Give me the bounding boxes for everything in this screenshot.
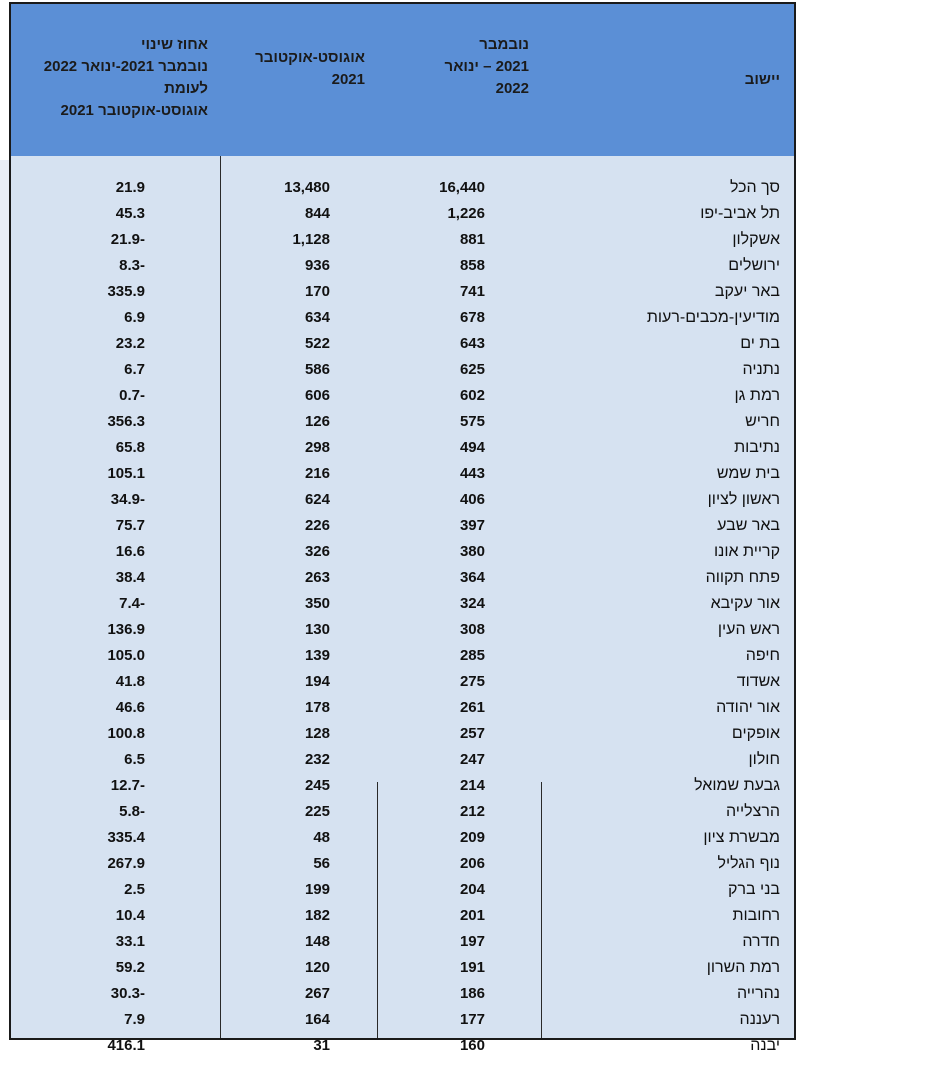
table-body [11,175,794,1059]
settlement-cell: אשדוד [736,673,780,690]
nov-jan-cell: 678 [459,309,485,326]
settlement-cell: רחובות [732,907,780,924]
header-aug-oct-line2: 2021 [331,71,365,88]
pct-change-cell: 16.6 [115,543,145,560]
aug-oct-cell: 182 [304,907,330,924]
table-row [11,253,794,279]
nov-jan-cell: 197 [459,933,485,950]
header-aug-oct [220,4,377,156]
table-row [11,331,794,357]
pct-change-cell: 7.9 [124,1011,145,1028]
settlement-cell: אור עקיבא [710,595,780,612]
table-row [11,747,794,773]
table-row [11,227,794,253]
settlement-cell: מבשרת ציון [703,829,780,846]
aug-oct-cell: 178 [304,699,330,716]
aug-oct-cell: 624 [304,491,330,508]
settlement-cell: גבעת שמואל [694,777,780,794]
settlement-cell: בית שמש [716,465,780,482]
table-row [11,487,794,513]
settlement-cell: נהרייה [736,985,780,1002]
settlement-cell: ראש העין [717,621,780,638]
aug-oct-cell: 139 [304,647,330,664]
nov-jan-cell: 209 [459,829,485,846]
aug-oct-cell: 164 [304,1011,330,1028]
table-row [11,357,794,383]
nov-jan-cell: 741 [459,283,485,300]
header-settlement [541,4,794,156]
aug-oct-cell: 298 [304,439,330,456]
aug-oct-cell: 606 [304,387,330,404]
settlement-cell: נוף הגליל [717,855,780,872]
aug-oct-cell: 586 [304,361,330,378]
header-nov-jan-line1: נובמבר [479,36,529,53]
table-row [11,773,794,799]
table-row [11,721,794,747]
aug-oct-cell: 1,128 [292,231,330,248]
nov-jan-cell: 625 [459,361,485,378]
nov-jan-cell: 214 [459,777,485,794]
table-row [11,643,794,669]
settlement-cell: אור יהודה [716,699,780,716]
pct-change-cell: 7.4- [119,595,145,612]
pct-change-cell: 33.1 [115,933,145,950]
table-row [11,955,794,981]
settlement-cell: מודיעין-מכבים-רעות [646,309,780,326]
pct-change-cell: 0.7- [119,387,145,404]
table-row [11,669,794,695]
pct-change-cell: 105.1 [107,465,145,482]
nov-jan-cell: 858 [459,257,485,274]
pct-change-cell: 6.9 [124,309,145,326]
table-row [11,383,794,409]
table-row [11,617,794,643]
aug-oct-cell: 350 [304,595,330,612]
pct-change-cell: 100.8 [107,725,145,742]
nov-jan-cell: 308 [459,621,485,638]
table-row [11,799,794,825]
pct-change-cell: 65.8 [115,439,145,456]
settlement-cell: נתיבות [734,439,780,456]
pct-change-cell: 23.2 [115,335,145,352]
settlement-cell: בת ים [740,335,780,352]
header-pct-line4: אוגוסט-אוקטובר 2021 [60,102,208,119]
aug-oct-cell: 13,480 [284,179,330,196]
nov-jan-cell: 191 [459,959,485,976]
table-row [11,981,794,1007]
settlement-cell: רמת השרון [706,959,780,976]
aug-oct-cell: 130 [304,621,330,638]
nov-jan-cell: 397 [459,517,485,534]
aug-oct-cell: 216 [304,465,330,482]
aug-oct-cell: 31 [313,1037,330,1054]
nov-jan-cell: 201 [459,907,485,924]
settlement-cell: ירושלים [728,257,780,274]
aug-oct-cell: 522 [304,335,330,352]
settlement-cell: בני ברק [728,881,780,898]
aug-oct-cell: 199 [304,881,330,898]
table-header [11,4,794,156]
nov-jan-cell: 206 [459,855,485,872]
pct-change-cell: 5.8- [119,803,145,820]
pct-change-cell: 136.9 [107,621,145,638]
settlement-cell: פתח תקווה [705,569,780,586]
pct-change-cell: 38.4 [115,569,145,586]
nov-jan-cell: 643 [459,335,485,352]
settlement-cell: תל אביב-יפו [700,205,780,222]
settlement-cell: אשקלון [732,231,780,248]
aug-oct-cell: 56 [313,855,330,872]
pct-change-cell: 59.2 [115,959,145,976]
table-row [11,825,794,851]
nov-jan-cell: 261 [459,699,485,716]
pct-change-cell: 335.4 [107,829,145,846]
aug-oct-cell: 194 [304,673,330,690]
left-edge-strip [0,160,9,720]
table-row [11,513,794,539]
pct-change-cell: 2.5 [124,881,145,898]
table-row [11,851,794,877]
pct-change-cell: 46.6 [115,699,145,716]
nov-jan-cell: 16,440 [439,179,485,196]
pct-change-cell: 105.0 [107,647,145,664]
header-aug-oct-line1: אוגוסט-אוקטובר [255,49,365,66]
settlement-cell: באר שבע [717,517,780,534]
pct-change-cell: 6.5 [124,751,145,768]
nov-jan-cell: 204 [459,881,485,898]
header-pct-line1: אחוז שינוי [140,36,208,53]
pct-change-cell: 45.3 [115,205,145,222]
table-row [11,305,794,331]
settlement-cell: חיפה [745,647,780,664]
header-nov-jan-line3: 2022 [495,80,529,97]
pct-change-cell: 34.9- [110,491,145,508]
nov-jan-cell: 602 [459,387,485,404]
pct-change-cell: 6.7 [124,361,145,378]
aug-oct-cell: 226 [304,517,330,534]
header-pct-line3: לעומת [164,80,208,97]
aug-oct-cell: 120 [304,959,330,976]
aug-oct-cell: 232 [304,751,330,768]
pct-change-cell: 356.3 [107,413,145,430]
pct-change-cell: 30.3- [110,985,145,1002]
table-row [11,695,794,721]
nov-jan-cell: 275 [459,673,485,690]
nov-jan-cell: 494 [459,439,485,456]
nov-jan-cell: 380 [459,543,485,560]
table-row [11,435,794,461]
aug-oct-cell: 245 [304,777,330,794]
nov-jan-cell: 406 [459,491,485,508]
data-table [9,2,796,1054]
header-pct-change [11,4,220,156]
table-row [11,279,794,305]
settlement-cell: חריש [745,413,780,430]
table-row [11,1007,794,1033]
pct-change-cell: 41.8 [115,673,145,690]
nov-jan-cell: 212 [459,803,485,820]
table-row [11,539,794,565]
settlement-cell: סך הכל [729,179,780,196]
settlement-cell: רמת גן [734,387,780,404]
aug-oct-cell: 126 [304,413,330,430]
nov-jan-cell: 247 [459,751,485,768]
aug-oct-cell: 170 [304,283,330,300]
pct-change-cell: 21.9- [110,231,145,248]
nov-jan-cell: 285 [459,647,485,664]
aug-oct-cell: 844 [304,205,330,222]
nov-jan-cell: 160 [459,1037,485,1054]
nov-jan-cell: 186 [459,985,485,1002]
settlement-cell: חולון [748,751,780,768]
pct-change-cell: 335.9 [107,283,145,300]
settlement-cell: באר יעקב [714,283,780,300]
aug-oct-cell: 326 [304,543,330,560]
table-row [11,1033,794,1059]
pct-change-cell: 416.1 [107,1037,145,1054]
table-row [11,929,794,955]
table-row [11,591,794,617]
pct-change-cell: 75.7 [115,517,145,534]
header-nov-jan-line2: 2021 – ינואר [444,58,529,75]
pct-change-cell: 12.7- [110,777,145,794]
aug-oct-cell: 225 [304,803,330,820]
pct-change-cell: 267.9 [107,855,145,872]
settlement-cell: רעננה [739,1011,780,1028]
nov-jan-cell: 443 [459,465,485,482]
table-row [11,877,794,903]
aug-oct-cell: 267 [304,985,330,1002]
settlement-cell: קריית אונו [713,543,780,560]
pct-change-cell: 8.3- [119,257,145,274]
nov-jan-cell: 1,226 [447,205,485,222]
pct-change-cell: 10.4 [115,907,145,924]
settlement-cell: חדרה [742,933,780,950]
aug-oct-cell: 48 [313,829,330,846]
settlement-cell: ראשון לציון [707,491,780,508]
header-nov-jan [377,4,541,156]
pct-change-cell: 21.9 [115,179,145,196]
nov-jan-cell: 257 [459,725,485,742]
aug-oct-cell: 936 [304,257,330,274]
nov-jan-cell: 881 [459,231,485,248]
table-row [11,175,794,201]
nov-jan-cell: 324 [459,595,485,612]
header-pct-line2: נובמבר 2021-ינואר 2022 [43,58,208,75]
table-row [11,565,794,591]
aug-oct-cell: 263 [304,569,330,586]
nov-jan-cell: 177 [459,1011,485,1028]
table-row [11,903,794,929]
aug-oct-cell: 128 [304,725,330,742]
settlement-cell: הרצלייה [725,803,780,820]
settlement-cell: נתניה [742,361,780,378]
nov-jan-cell: 364 [459,569,485,586]
header-settlement-label: יישוב [744,71,780,88]
aug-oct-cell: 148 [304,933,330,950]
aug-oct-cell: 634 [304,309,330,326]
nov-jan-cell: 575 [459,413,485,430]
settlement-cell: אופקים [731,725,780,742]
settlement-cell: יבנה [750,1037,780,1054]
table-row [11,201,794,227]
table-row [11,409,794,435]
table-row [11,461,794,487]
